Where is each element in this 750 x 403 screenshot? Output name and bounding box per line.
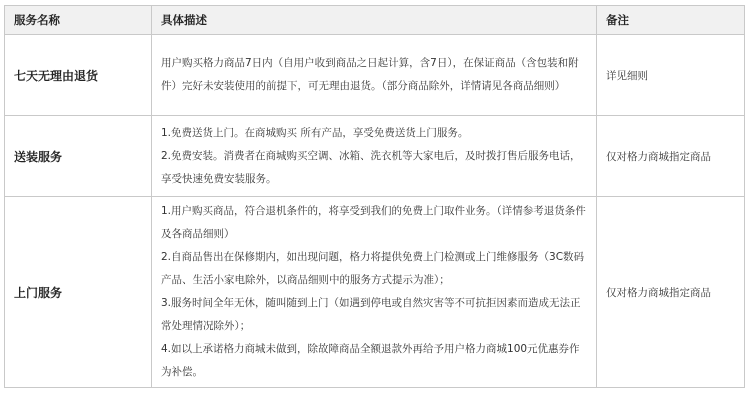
service-name: 送装服务 — [5, 116, 152, 197]
service-note: 仅对格力商城指定商品 — [597, 116, 745, 197]
description-line: 2.自商品售出在保修期内，如出现问题，格力将提供免费上门检测或上门维修服务（3C数码产品、生活小家电除外，以商品细则中的服务方式提示为准）； — [161, 251, 585, 286]
description-line: 用户购买格力商品7日内（自用户收到商品之日起计算，含7日），在保证商品（含包装和附件）完好未安装使用的前提下，可无理由退货。（部分商品除外，详情请见各商品细则） — [161, 57, 579, 92]
header-service-name: 服务名称 — [5, 6, 152, 35]
table-row-delivery-install — [5, 116, 745, 197]
service-note: 仅对格力商城指定商品 — [597, 197, 745, 388]
service-description — [152, 116, 597, 197]
description-line: 1.用户购买商品，符合退机条件的，将享受到我们的免费上门取件业务。（详情参考退货条件及各商品细则） — [161, 205, 586, 240]
service-description — [152, 35, 597, 116]
service-description — [152, 197, 597, 388]
table-row-onsite-service — [5, 197, 745, 388]
header-note: 备注 — [597, 6, 745, 35]
service-name: 七天无理由退货 — [5, 35, 152, 116]
table-row-7day-return — [5, 35, 745, 116]
service-name: 上门服务 — [5, 197, 152, 388]
description-line: 4.如以上承诺格力商城未做到，除故障商品全额退款外再给予用户格力商城100元优惠券作为补偿。 — [161, 343, 580, 378]
description-line: 3.服务时间全年无休，随叫随到上门（如遇到停电或自然灾害等不可抗拒因素而造成无法正常处理情况除外）； — [161, 297, 581, 332]
description-line: 1.免费送货上门。在商城购买 所有产品，享受免费送货上门服务。 — [161, 126, 469, 139]
description-line: 2.免费安装。消费者在商城购买空调、冰箱、洗衣机等大家电后，及时拨打售后服务电话，享受快速免费安装服务。 — [161, 149, 581, 185]
service-note: 详见细则 — [597, 35, 745, 116]
header-description: 具体描述 — [152, 6, 597, 35]
service-table — [4, 5, 745, 388]
table-header-row — [5, 6, 745, 35]
